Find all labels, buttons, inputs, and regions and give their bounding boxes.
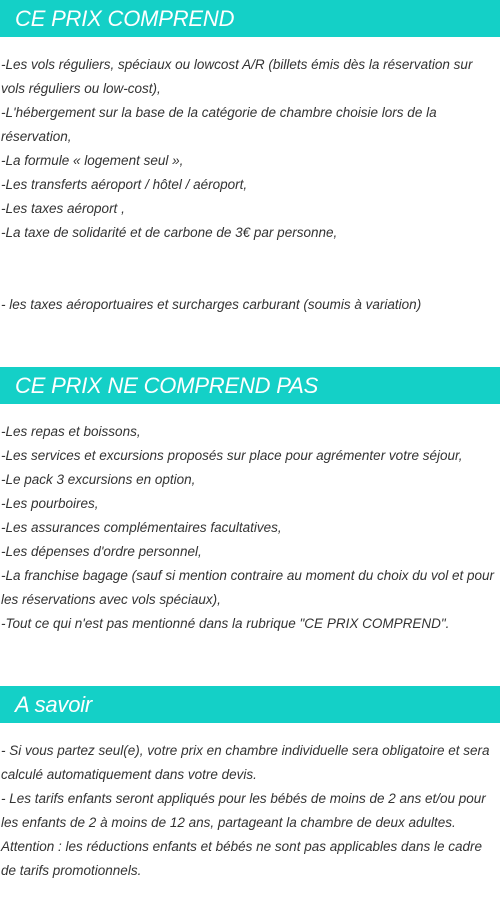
list-item: -Les services et excursions proposés sur place pour agrémenter votre séjour, xyxy=(1,448,463,463)
list-item: -La franchise bagage (sauf si mention contraire au moment du choix du vol et pour les réservations avec vols spéciaux), xyxy=(1,568,495,607)
list-item: -Les taxes aéroport , xyxy=(1,201,125,216)
list-item: Attention : les réductions enfants et bébés ne sont pas applicables dans le cadre de tarifs promotionnels. xyxy=(1,839,483,878)
list-item: -Les assurances complémentaires facultatives, xyxy=(1,520,282,535)
list-item: -Les dépenses d'ordre personnel, xyxy=(1,544,202,559)
section-header-prix-ne-comprend-pas xyxy=(0,367,500,404)
list-item: - Les tarifs enfants seront appliqués pour les bébés de moins de 2 ans et/ou pour les enfants de 2 à moins de 12 ans, partageant la chambre de deux adultes. xyxy=(1,791,486,830)
list-item: -L'hébergement sur la base de la catégorie de chambre choisie lors de la réservation, xyxy=(1,105,437,144)
list-item: -Le pack 3 excursions en option, xyxy=(1,472,196,487)
list-item: -Les pourboires, xyxy=(1,496,99,511)
section-title: CE PRIX NE COMPREND PAS xyxy=(15,372,319,398)
section-header-prix-comprend xyxy=(0,0,500,37)
section-body-prix-comprend xyxy=(1,53,499,317)
section-header-a-savoir xyxy=(0,686,500,723)
section-title: A savoir xyxy=(15,691,93,717)
list-item: -Tout ce qui n'est pas mentionné dans la rubrique "CE PRIX COMPREND". xyxy=(1,616,450,631)
list-item: - Si vous partez seul(e), votre prix en chambre individuelle sera obligatoire et sera calculé automatiquement dans votre devis. xyxy=(1,743,490,782)
spacer xyxy=(1,245,499,293)
list-item: -La formule « logement seul », xyxy=(1,153,184,168)
section-title: CE PRIX COMPREND xyxy=(15,5,235,31)
section-body-prix-ne-comprend-pas xyxy=(1,420,499,636)
list-item-extra: - les taxes aéroportuaires et surcharges carburant (soumis à variation) xyxy=(1,297,422,312)
list-item: -La taxe de solidarité et de carbone de 3€ par personne, xyxy=(1,225,338,240)
list-item: -Les vols réguliers, spéciaux ou lowcost A/R (billets émis dès la réservation sur vols réguliers ou low-cost), xyxy=(1,57,473,96)
list-item: -Les repas et boissons, xyxy=(1,424,141,439)
section-body-a-savoir xyxy=(1,739,499,883)
list-item: -Les transferts aéroport / hôtel / aéroport, xyxy=(1,177,248,192)
